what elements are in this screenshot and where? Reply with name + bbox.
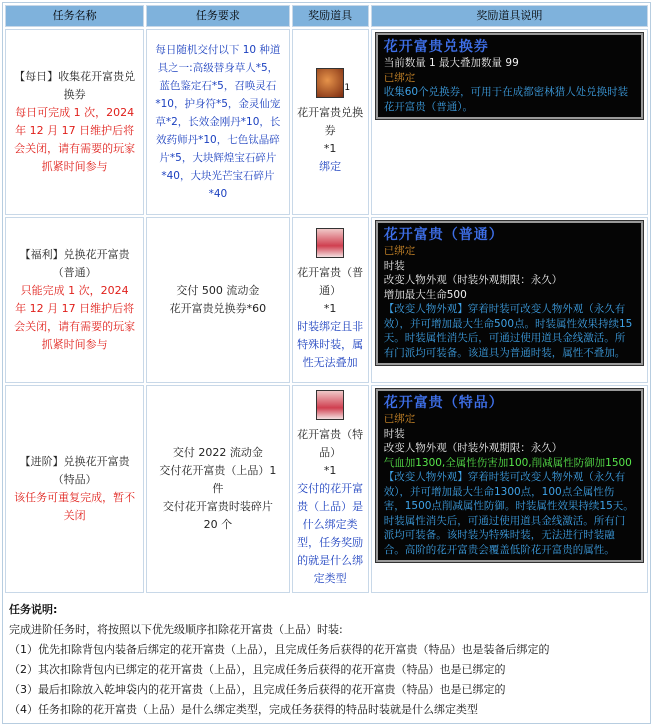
task-name: 【福利】兑换花开富贵（普通） xyxy=(19,248,130,279)
table-row xyxy=(5,217,648,383)
reward-item-name: 花开富贵兑换券 xyxy=(297,106,364,137)
tooltip-line: 时装 xyxy=(383,427,405,440)
reward-description-cell xyxy=(371,385,648,593)
reward-bind-type: 交付的花开富贵（上品）是什么绑定类型，任务奖励的就是什么绑定类型 xyxy=(297,482,364,585)
task-table xyxy=(3,3,650,595)
table-header-row xyxy=(5,5,648,27)
tooltip-line: 已绑定 xyxy=(383,71,416,84)
reward-item-cell xyxy=(292,385,369,593)
task-requirement-cell xyxy=(146,385,289,593)
tooltip-line: 气血加1300,全属性伤害加100,削减属性防御加1500 xyxy=(383,456,632,469)
task-name-cell xyxy=(5,385,144,593)
notes-item: （1）优先扣除背包内装备后绑定的花开富贵（上品），且完成任务后获得的花开富贵（特品）也是装备后绑定的 xyxy=(9,643,550,656)
task-name: 【进阶】兑换花开富贵（特品） xyxy=(19,455,130,486)
header-reward-item: 奖励道具 xyxy=(292,5,369,27)
item-tooltip xyxy=(376,389,643,562)
tooltip-title: 花开富贵兑换券 xyxy=(383,39,489,55)
header-reward-description: 奖励道具说明 xyxy=(371,5,648,27)
notes-intro: 完成进阶任务时，将按照以下优先级顺序扣除花开富贵（上品）时装: xyxy=(9,623,343,636)
tooltip-line: 【改变人物外观】穿着时装可改变人物外观（永久有效），并可增加最大生命500点。时装属性效果持续15天。时装属性消失后，可通过使用道具金线激活。所有门派均可装备。该道具为普通时装，属性不叠加。 xyxy=(383,303,633,359)
item-tooltip xyxy=(376,33,643,119)
task-name-cell xyxy=(5,217,144,383)
reward-description-cell xyxy=(371,29,648,215)
task-availability-note: 每日可完成 1 次，2024 年 12 月 17 日维护后将会关闭，请有需要的玩家抓紧时间参与 xyxy=(14,106,136,173)
reward-item-quantity: *1 xyxy=(323,464,337,477)
reward-description-cell xyxy=(371,217,648,383)
cloth-icon[interactable] xyxy=(316,228,344,258)
header-task-requirement: 任务要求 xyxy=(146,5,289,27)
reward-item-cell xyxy=(292,217,369,383)
tooltip-title: 花开富贵（特品） xyxy=(383,395,504,411)
task-requirement: 交付 2022 流动金 交付花开富贵（上品）1 件 交付花开富贵时装碎片 20 个 xyxy=(159,446,277,531)
task-name: 【每日】收集花开富贵兑换券 xyxy=(14,70,136,101)
tooltip-line: 当前数量 1 最大叠加数量 99 xyxy=(383,57,519,69)
task-name-cell xyxy=(5,29,144,215)
reward-item-quantity: *1 xyxy=(323,142,337,155)
item-stack-count: 1 xyxy=(344,83,351,93)
tooltip-line: 增加最大生命500 xyxy=(383,288,467,301)
notes-title: 任务说明: xyxy=(9,603,58,616)
notes-item: （2）其次扣除背包内已绑定的花开富贵（上品），且完成任务后获得的花开富贵（特品）也是已绑定的 xyxy=(9,663,506,676)
notes-item: （3）最后扣除放入乾坤袋内的花开富贵（上品），且完成任务后获得的花开富贵（特品）也是已绑定的 xyxy=(9,683,506,696)
task-availability-note: 该任务可重复完成，暂不关闭 xyxy=(14,491,136,522)
reward-item-name: 花开富贵（普通） xyxy=(297,266,364,297)
item-tooltip xyxy=(376,221,643,365)
tooltip-line: 【改变人物外观】穿着时装可改变人物外观（永久有效），并可增加最大生命1300点，100点全属性伤害，1500点削减属性防御。时装属性效果持续15天。时装属性消失后，可通过使用道具金线激活。所有门派均可装备。该时装为特殊时装，无法进行时装融合。高阶的花开富贵会覆盖低阶花开富贵的属性。 xyxy=(383,471,634,556)
reward-item-quantity: *1 xyxy=(323,302,337,315)
table-row xyxy=(5,385,648,593)
cloth-icon[interactable] xyxy=(316,390,344,420)
notes-item: （4）任务扣除的花开富贵（上品）是什么绑定类型，完成任务获得的特品时装就是什么绑定类型 xyxy=(9,703,478,716)
task-availability-note: 只能完成 1 次，2024 年 12 月 17 日维护后将会关闭，请有需要的玩家抓紧时间参与 xyxy=(14,284,136,351)
task-notes xyxy=(9,600,639,720)
reward-bind-type: 时装绑定且非特殊时装，属性无法叠加 xyxy=(297,320,364,369)
reward-item-name: 花开富贵（特品） xyxy=(297,428,364,459)
tooltip-line: 已绑定 xyxy=(383,245,416,257)
task-requirement: 每日随机交付以下 10 种道具之一:高级替身草人*5，蓝色鉴定石*5，召唤灵石*10，护身符*5，金灵仙宠草*2，长效金刚丹*10，长效药师丹*10，七色钛晶碎片*5，大块辉煌宝石碎片*40，大块光芒宝石碎片*40 xyxy=(155,44,281,200)
tooltip-line: 已绑定 xyxy=(383,413,416,425)
tooltip-line: 改变人物外观（时装外观期限：永久） xyxy=(383,274,563,286)
task-requirement-cell xyxy=(146,217,289,383)
task-requirement-cell xyxy=(146,29,289,215)
reward-bind-type: 绑定 xyxy=(319,160,342,173)
tooltip-line: 时装 xyxy=(383,259,405,272)
tooltip-line: 改变人物外观（时装外观期限：永久） xyxy=(383,442,563,454)
table-row xyxy=(5,29,648,215)
tooltip-line: 收集60个兑换券，可用于在成都密林猎人处兑换时装花开富贵（普通）。 xyxy=(383,86,629,113)
reward-item-cell xyxy=(292,29,369,215)
tooltip-title: 花开富贵（普通） xyxy=(383,227,504,243)
task-requirement: 交付 500 流动金 花开富贵兑换券*60 xyxy=(169,284,267,315)
scroll-icon[interactable] xyxy=(316,68,351,98)
header-task-name: 任务名称 xyxy=(5,5,144,27)
